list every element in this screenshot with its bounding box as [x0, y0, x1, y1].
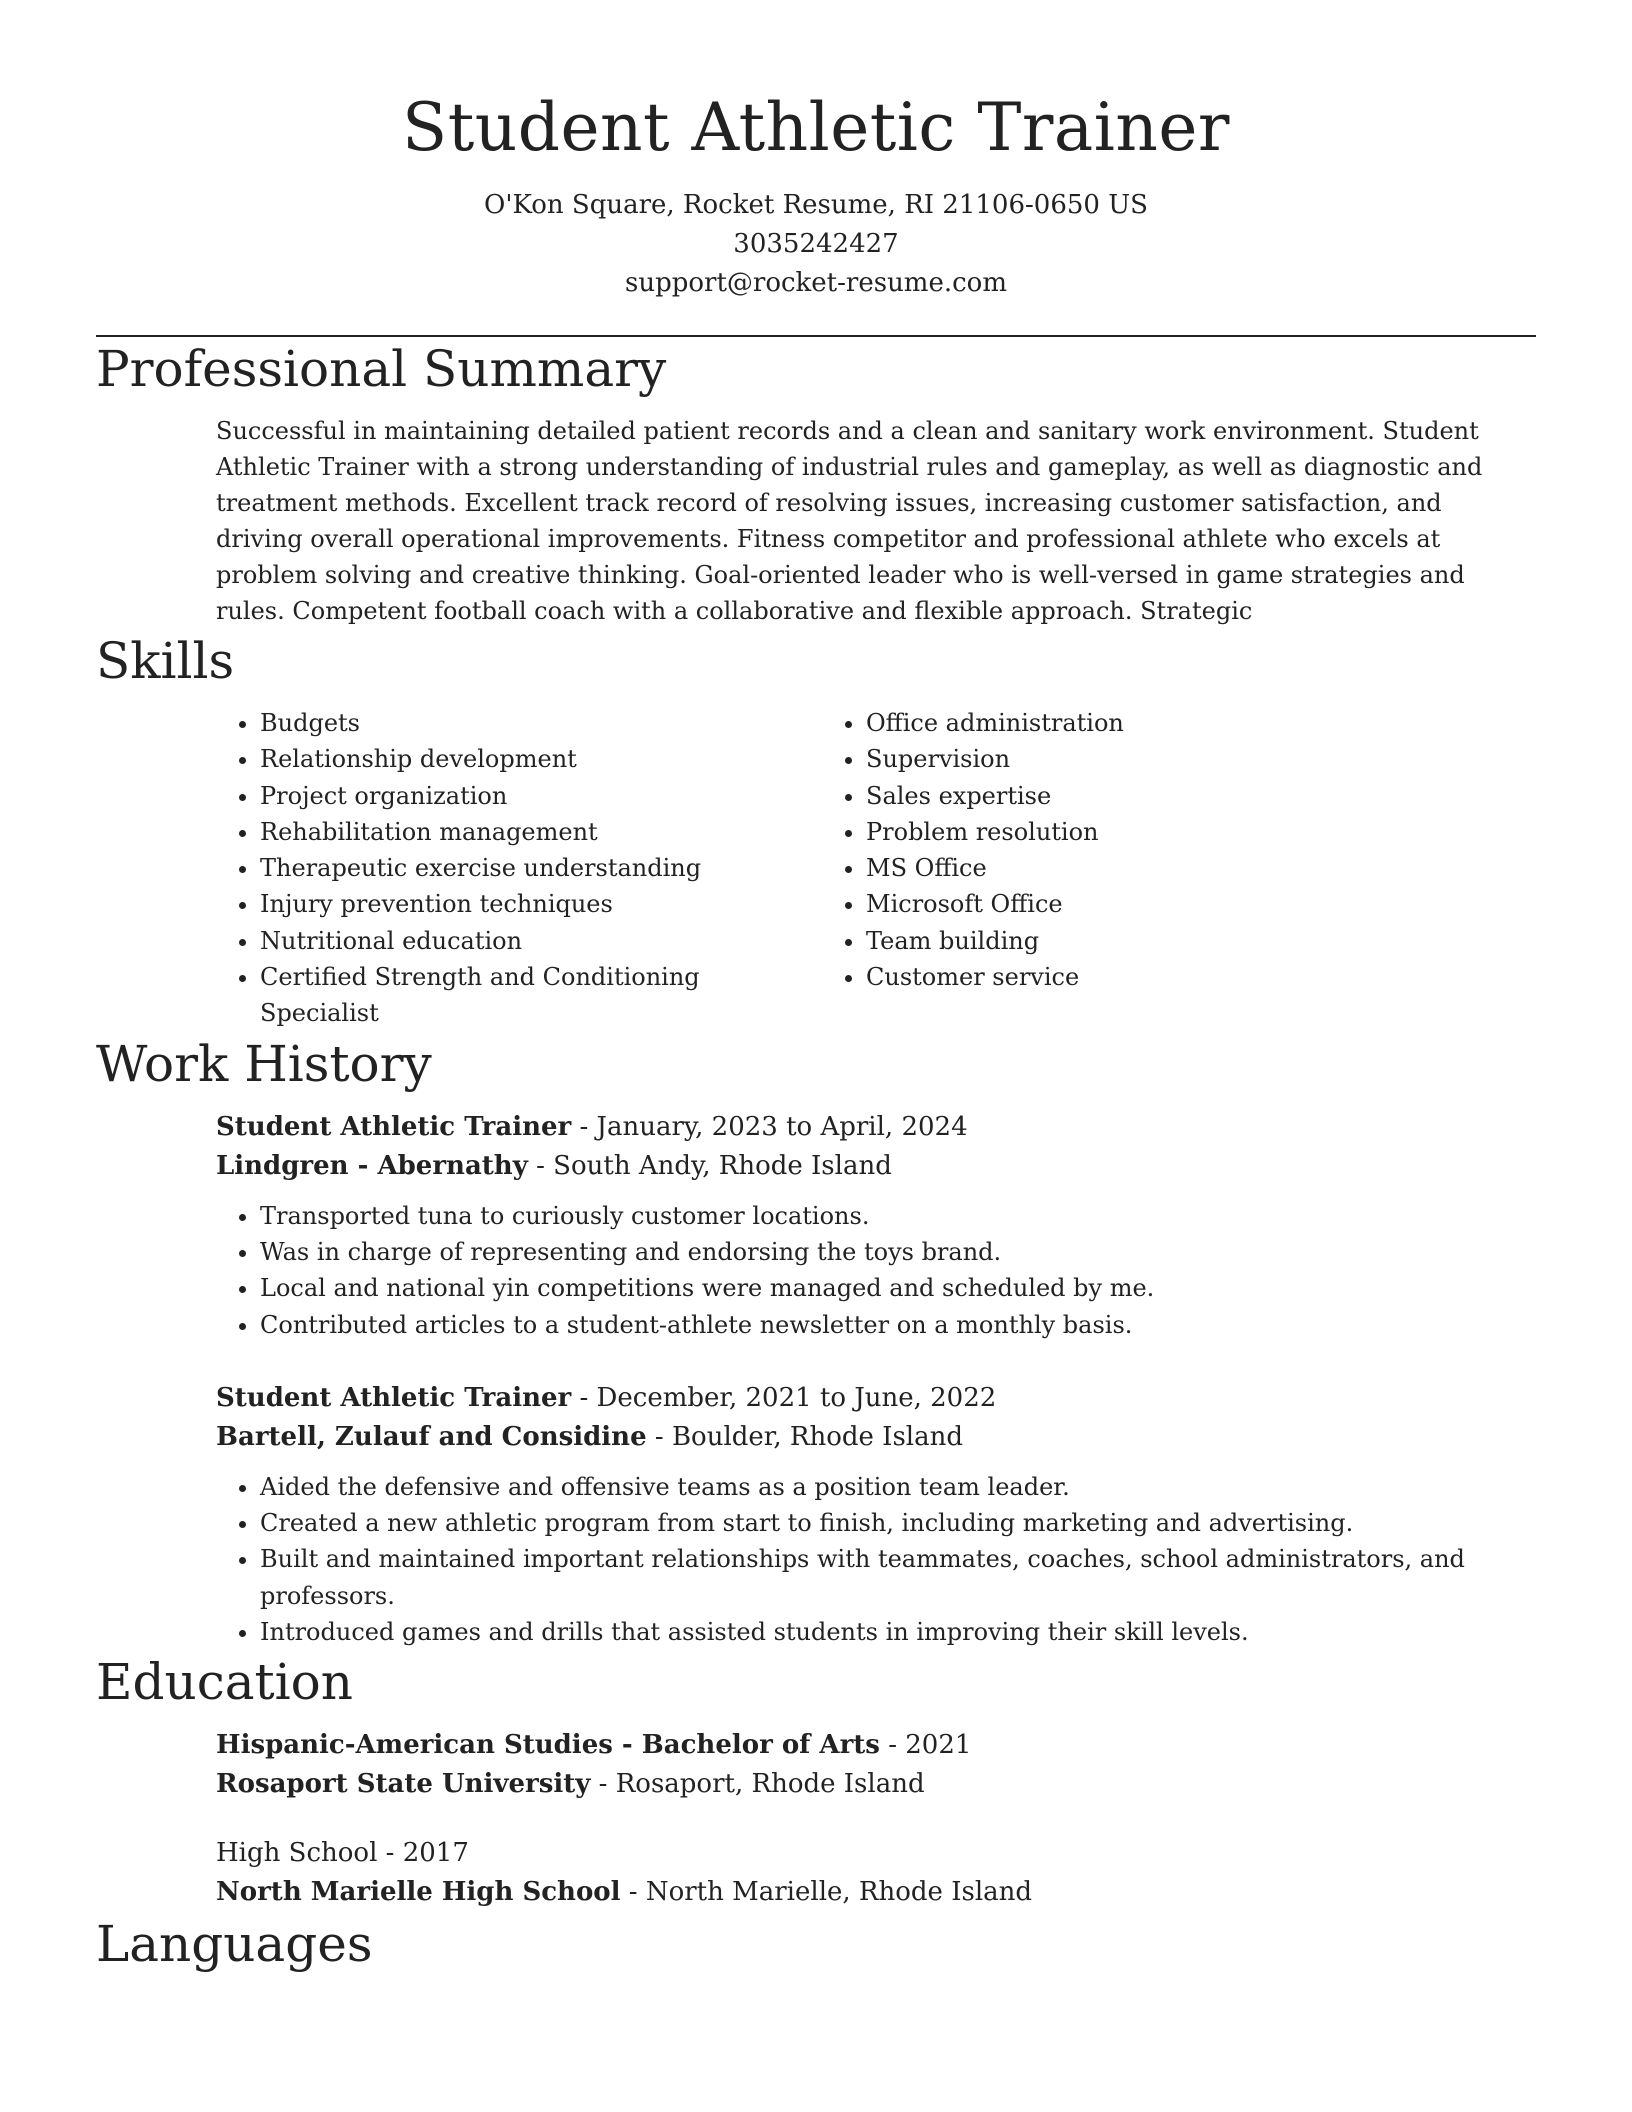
job-location: Boulder, Rhode Island	[671, 1421, 963, 1452]
degree-line	[216, 1726, 1536, 1765]
duty-item: • Local and national yin competitions were managed and scheduled by me.	[260, 1270, 1536, 1306]
job-company-line	[216, 1418, 1536, 1457]
skill-item: • Sales expertise	[866, 778, 1536, 814]
education-heading: Education	[96, 1653, 353, 1712]
job-role: Student Athletic Trainer	[216, 1111, 572, 1142]
resume-page	[96, 0, 1536, 1976]
separator: -	[620, 1877, 646, 1908]
skill-item: • Problem resolution	[866, 814, 1536, 850]
work-history-heading: Work History	[96, 1034, 432, 1093]
job-company: Lindgren - Abernathy	[216, 1150, 528, 1181]
job-duties	[216, 1198, 1536, 1343]
job-entry	[216, 1379, 1536, 1650]
separator: -	[879, 1730, 906, 1761]
skills-column-right	[822, 705, 1536, 1032]
skills-column-left	[216, 705, 822, 1032]
school-line	[216, 1765, 1536, 1804]
job-company: Bartell, Zulauf and Considine	[216, 1421, 647, 1452]
school-line	[216, 1873, 1536, 1912]
school-name: Rosaport State University	[216, 1769, 591, 1800]
separator: -	[527, 1150, 554, 1181]
duty-item: • Introduced games and drills that assisted students in improving their skill levels.	[260, 1614, 1536, 1650]
skill-item: • Rehabilitation management	[260, 814, 822, 850]
duty-item: • Created a new athletic program from start to finish, including marketing and advertising.	[260, 1505, 1536, 1541]
contact-email: support@rocket-resume.com	[624, 268, 1007, 298]
languages-heading: Languages	[96, 1915, 373, 1974]
skill-item: • Supervision	[866, 741, 1536, 777]
contact-address: O'Kon Square, Rocket Resume, RI 21106-0650 US	[484, 190, 1148, 220]
skill-item: • Project organization	[260, 778, 822, 814]
skill-item: • Relationship development	[260, 741, 822, 777]
summary-heading: Professional Summary	[96, 340, 667, 398]
job-company-line	[216, 1147, 1536, 1186]
skill-item: • Certified Strength and Conditioning Specialist	[260, 959, 822, 1032]
skill-item: • Injury prevention techniques	[260, 886, 822, 922]
separator: -	[646, 1421, 672, 1452]
duty-item: • Contributed articles to a student-athlete newsletter on a monthly basis.	[260, 1307, 1536, 1343]
skill-item: • Customer service	[866, 959, 1536, 995]
skill-item: • Microsoft Office	[866, 886, 1536, 922]
graduation-year: 2017	[402, 1838, 469, 1869]
separator: -	[377, 1838, 403, 1869]
education-entry	[216, 1726, 1536, 1804]
degree: High School	[216, 1838, 378, 1869]
skill-item: • Therapeutic exercise understanding	[260, 850, 822, 886]
skill-item: • Budgets	[260, 705, 822, 741]
job-entry	[216, 1108, 1536, 1343]
summary-paragraph: Successful in maintaining detailed patient records and a clean and sanitary work environment. Student Athletic Trainer with a strong understanding of industrial rules and gameplay, as well as diagnostic and treatment methods. Excellent track record of resolving issues, increasing customer satisfaction, and driving overall operational improvements. Fitness competitor and professional athlete who excels at problem solving and creative thinking. Goal-oriented leader who is well-versed in game strategies and rules. Competent football coach with a collaborative and flexible approach. Strategic	[216, 417, 1483, 625]
school-location: North Marielle, Rhode Island	[645, 1877, 1033, 1908]
job-title-line	[216, 1108, 1536, 1147]
skill-item: • MS Office	[866, 850, 1536, 886]
job-dates: December, 2021 to June, 2022	[596, 1382, 997, 1413]
separator: -	[571, 1111, 597, 1142]
school-location: Rosaport, Rhode Island	[615, 1769, 925, 1800]
duty-item: • Transported tuna to curiously customer locations.	[260, 1198, 1536, 1234]
duty-item: • Aided the defensive and offensive teams as a position team leader.	[260, 1469, 1536, 1505]
job-role: Student Athletic Trainer	[216, 1382, 572, 1413]
duty-item: • Was in charge of representing and endorsing the toys brand.	[260, 1234, 1536, 1270]
skill-item: • Team building	[866, 923, 1536, 959]
skill-item: • Office administration	[866, 705, 1536, 741]
degree-line	[216, 1834, 1536, 1873]
job-title-line	[216, 1379, 1536, 1418]
job-location: South Andy, Rhode Island	[553, 1150, 892, 1181]
graduation-year: 2021	[905, 1730, 972, 1761]
job-dates: January, 2023 to April, 2024	[596, 1111, 968, 1142]
separator: -	[571, 1382, 597, 1413]
skill-item: • Nutritional education	[260, 923, 822, 959]
school-name: North Marielle High School	[216, 1877, 621, 1908]
job-duties	[216, 1469, 1536, 1650]
skills-heading: Skills	[96, 632, 235, 690]
contact-block	[96, 186, 1536, 303]
candidate-name: Student Athletic Trainer	[402, 89, 1230, 166]
contact-phone: 3035242427	[733, 229, 899, 259]
duty-item: • Built and maintained important relationships with teammates, coaches, school administrators, and professors.	[260, 1541, 1536, 1614]
separator: -	[590, 1769, 616, 1800]
education-entry	[216, 1834, 1536, 1912]
skills-list	[216, 705, 1536, 1032]
degree: Hispanic-American Studies - Bachelor of Arts	[216, 1730, 880, 1761]
